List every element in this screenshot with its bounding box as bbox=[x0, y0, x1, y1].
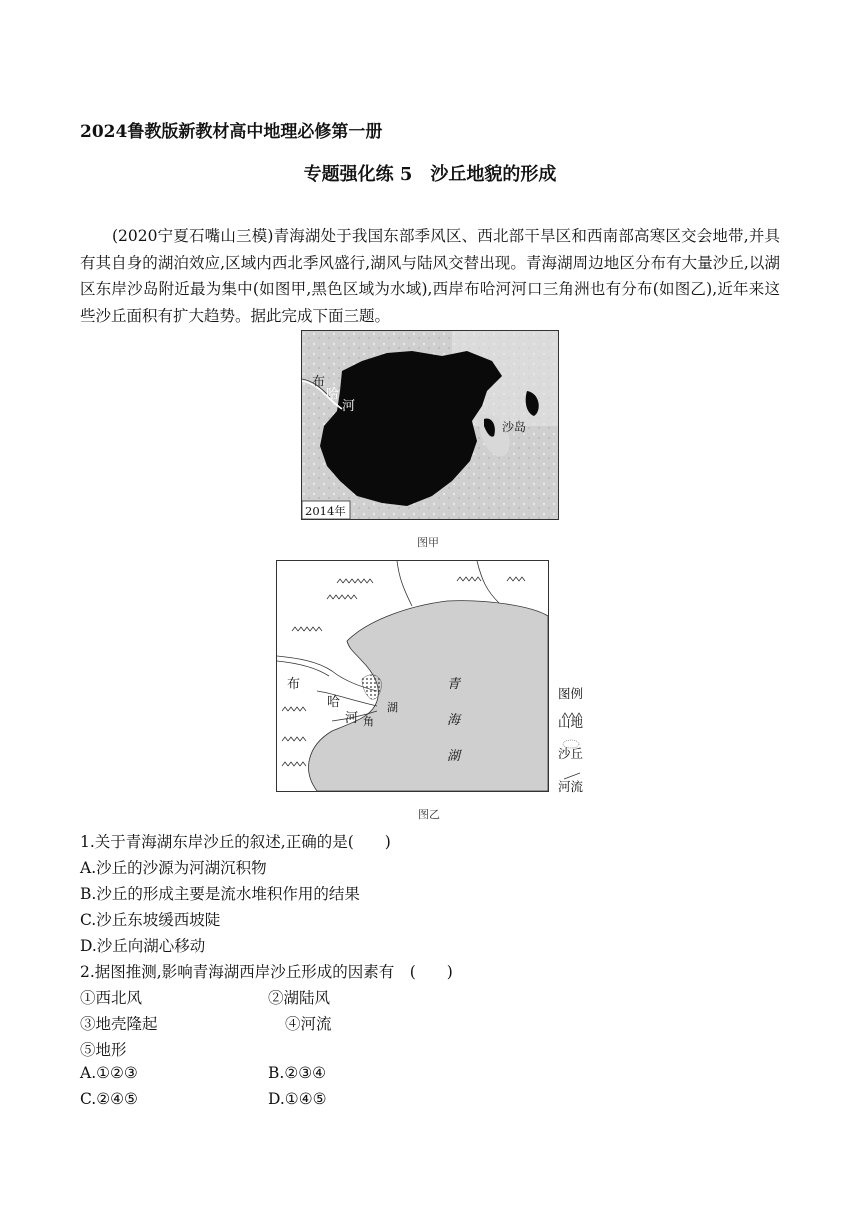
legend-river: 河流 bbox=[558, 779, 584, 794]
figure-b-caption: 图乙 bbox=[418, 808, 440, 821]
question-2-option-c: C.②④⑤ bbox=[80, 1090, 138, 1108]
label-ha-b: 哈 bbox=[327, 695, 341, 710]
question-2-option-a: A.①②③ bbox=[80, 1064, 138, 1082]
question-2-factor-5: ⑤地形 bbox=[80, 1041, 127, 1059]
question-1-option-c: C.沙丘东坡缓西坡陡 bbox=[80, 911, 221, 929]
lake-label-3: 湖 bbox=[447, 749, 461, 764]
label-bu-a: 布 bbox=[312, 375, 326, 390]
intro-paragraph bbox=[80, 223, 780, 329]
section-title: 专题强化练 5 沙丘地貌的形成 bbox=[303, 164, 557, 185]
legend-title: 图例 bbox=[558, 686, 584, 701]
question-2-factor-1: ①西北风 bbox=[80, 989, 143, 1007]
lake-label-2: 海 bbox=[447, 713, 461, 728]
question-2-factor-4: ④河流 bbox=[285, 1015, 332, 1033]
river-icon bbox=[562, 766, 582, 776]
question-1-option-a: A.沙丘的沙源为河湖沉积物 bbox=[80, 859, 267, 877]
lake-label-1: 青 bbox=[447, 677, 461, 692]
legend-mountain: 山地 bbox=[558, 715, 584, 730]
question-2-option-d: D.①④⑤ bbox=[268, 1090, 327, 1108]
intro-text: (2020宁夏石嘴山三模)青海湖处于我国东部季风区、西北部干旱区和西南部高寒区交会地带,并具有其自身的湖泊效应,区域内西北季风盛行,湖风与陆风交替出现。青海湖周边地区分布有大量沙丘,以湖区东岸沙岛附近最为集中(如图甲,黑色区域为水域),西岸布哈河河口三角洲也有分布(如图乙),近年来这些沙丘面积有扩大趋势。据此完成下面三题。 bbox=[80, 227, 780, 325]
question-2-stem: 2.据图推测,影响青海湖西岸沙丘形成的因素有 ( ) bbox=[80, 963, 453, 981]
label-small-1: 湖 bbox=[387, 701, 398, 714]
figure-a-satellite-map bbox=[301, 330, 559, 520]
question-1-option-b: B.沙丘的形成主要是流水堆积作用的结果 bbox=[80, 885, 360, 903]
lake-area bbox=[309, 601, 548, 791]
book-title: 2024鲁教版新教材高中地理必修第一册 bbox=[80, 122, 383, 142]
legend-dune: 沙丘 bbox=[558, 746, 584, 761]
dune-icon bbox=[562, 734, 580, 744]
figure-a-caption: 图甲 bbox=[417, 536, 439, 549]
schematic-map bbox=[277, 561, 548, 791]
label-he-b: 河 bbox=[345, 711, 359, 726]
question-2-factor-2: ②湖陆风 bbox=[268, 989, 331, 1007]
question-1-option-d: D.沙丘向湖心移动 bbox=[80, 937, 206, 955]
figure-b-map bbox=[276, 560, 549, 792]
label-year: 2014年 bbox=[305, 504, 346, 518]
label-small-2: 角 bbox=[363, 715, 374, 728]
question-2-option-b: B.②③④ bbox=[268, 1064, 327, 1082]
label-bu-b: 布 bbox=[287, 677, 301, 692]
label-shadao: 沙岛 bbox=[502, 420, 527, 434]
question-1-stem: 1.关于青海湖东岸沙丘的叙述,正确的是( ) bbox=[80, 833, 391, 851]
label-he-a: 河 bbox=[342, 399, 356, 414]
label-ha-a: 哈 bbox=[326, 387, 340, 402]
question-2-factor-3: ③地壳隆起 bbox=[80, 1015, 158, 1033]
